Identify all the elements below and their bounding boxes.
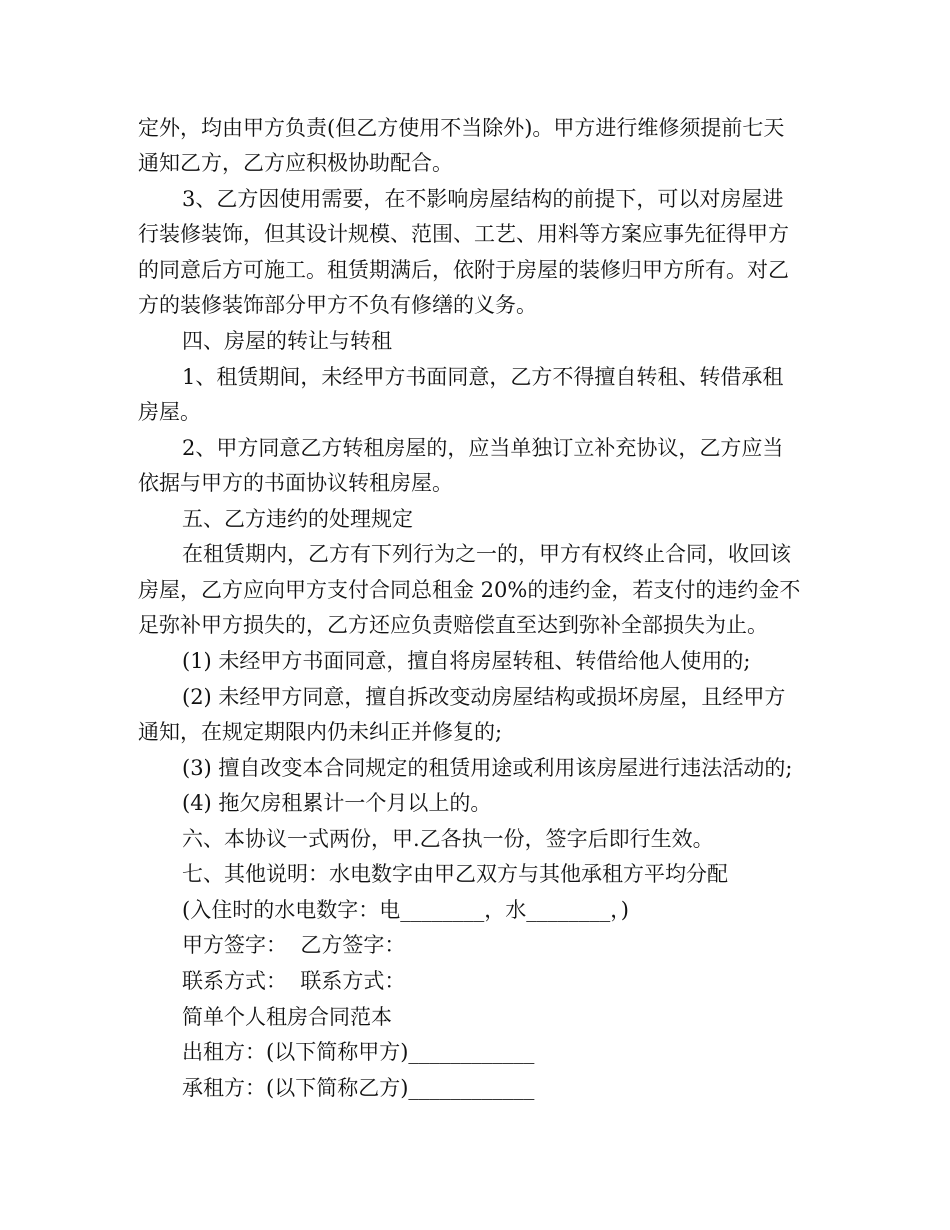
list-item: (2) 未经甲方同意，擅自拆改变动房屋结构或损坏房屋，且经甲方 bbox=[182, 685, 786, 709]
text-line: 的同意后方可施工。租赁期满后，依附于房屋的装修归甲方所有。对乙 bbox=[138, 258, 789, 282]
text-line: 房屋，乙方应向甲方支付合同总租金 20%的违约金，若支付的违约金不 bbox=[138, 578, 801, 602]
text-line: 房屋。 bbox=[138, 400, 201, 424]
text-line: 依据与甲方的书面协议转租房屋。 bbox=[138, 471, 453, 495]
section-heading: 六、本协议一式两份，甲.乙各执一份，签字后即行生效。 bbox=[182, 827, 714, 851]
text-line: 通知乙方，乙方应积极协助配合。 bbox=[138, 151, 453, 175]
text-line: 1、租赁期间，未经甲方书面同意，乙方不得擅自转租、转借承租 bbox=[182, 365, 784, 389]
text-line: (入住时的水电数字：电________，水________，) bbox=[182, 898, 629, 922]
section-heading: 七、其他说明：水电数字由甲乙双方与其他承租方平均分配 bbox=[182, 862, 728, 886]
text-line: 3、乙方因使用需要，在不影响房屋结构的前提下，可以对房屋进 bbox=[182, 187, 784, 211]
text-line: 方的装修装饰部分甲方不负有修缮的义务。 bbox=[138, 293, 537, 317]
text-line: 定外，均由甲方负责(但乙方使用不当除外)。甲方进行维修须提前七天 bbox=[138, 116, 785, 140]
text-line: 行装修装饰，但其设计规模、范围、工艺、用料等方案应事先征得甲方 bbox=[138, 222, 789, 246]
text-line: 足弥补甲方损失的，乙方还应负责赔偿直至达到弥补全部损失为止。 bbox=[138, 613, 768, 637]
lessee-line: 承租方：(以下简称乙方)____________ bbox=[182, 1076, 535, 1100]
text-line: 2、甲方同意乙方转租房屋的，应当单独订立补充协议，乙方应当 bbox=[182, 436, 784, 460]
text-line: 在租赁期内，乙方有下列行为之一的，甲方有权终止合同，收回该 bbox=[182, 542, 791, 566]
signature-line: 甲方签字： 乙方签字： bbox=[182, 933, 406, 957]
lessor-line: 出租方：(以下简称甲方)____________ bbox=[182, 1040, 535, 1064]
contact-line: 联系方式： 联系方式： bbox=[182, 969, 406, 993]
section-heading: 四、房屋的转让与转租 bbox=[182, 329, 392, 353]
section-heading: 五、乙方违约的处理规定 bbox=[182, 507, 413, 531]
document-subtitle: 简单个人租房合同范本 bbox=[182, 1005, 392, 1029]
list-item: (1) 未经甲方书面同意，擅自将房屋转租、转借给他人使用的; bbox=[182, 649, 751, 673]
list-item: (3) 擅自改变本合同规定的租赁用途或利用该房屋进行违法活动的; bbox=[182, 756, 793, 780]
text-line: 通知，在规定期限内仍未纠正并修复的; bbox=[138, 720, 503, 744]
list-item: (4) 拖欠房租累计一个月以上的。 bbox=[182, 791, 492, 815]
